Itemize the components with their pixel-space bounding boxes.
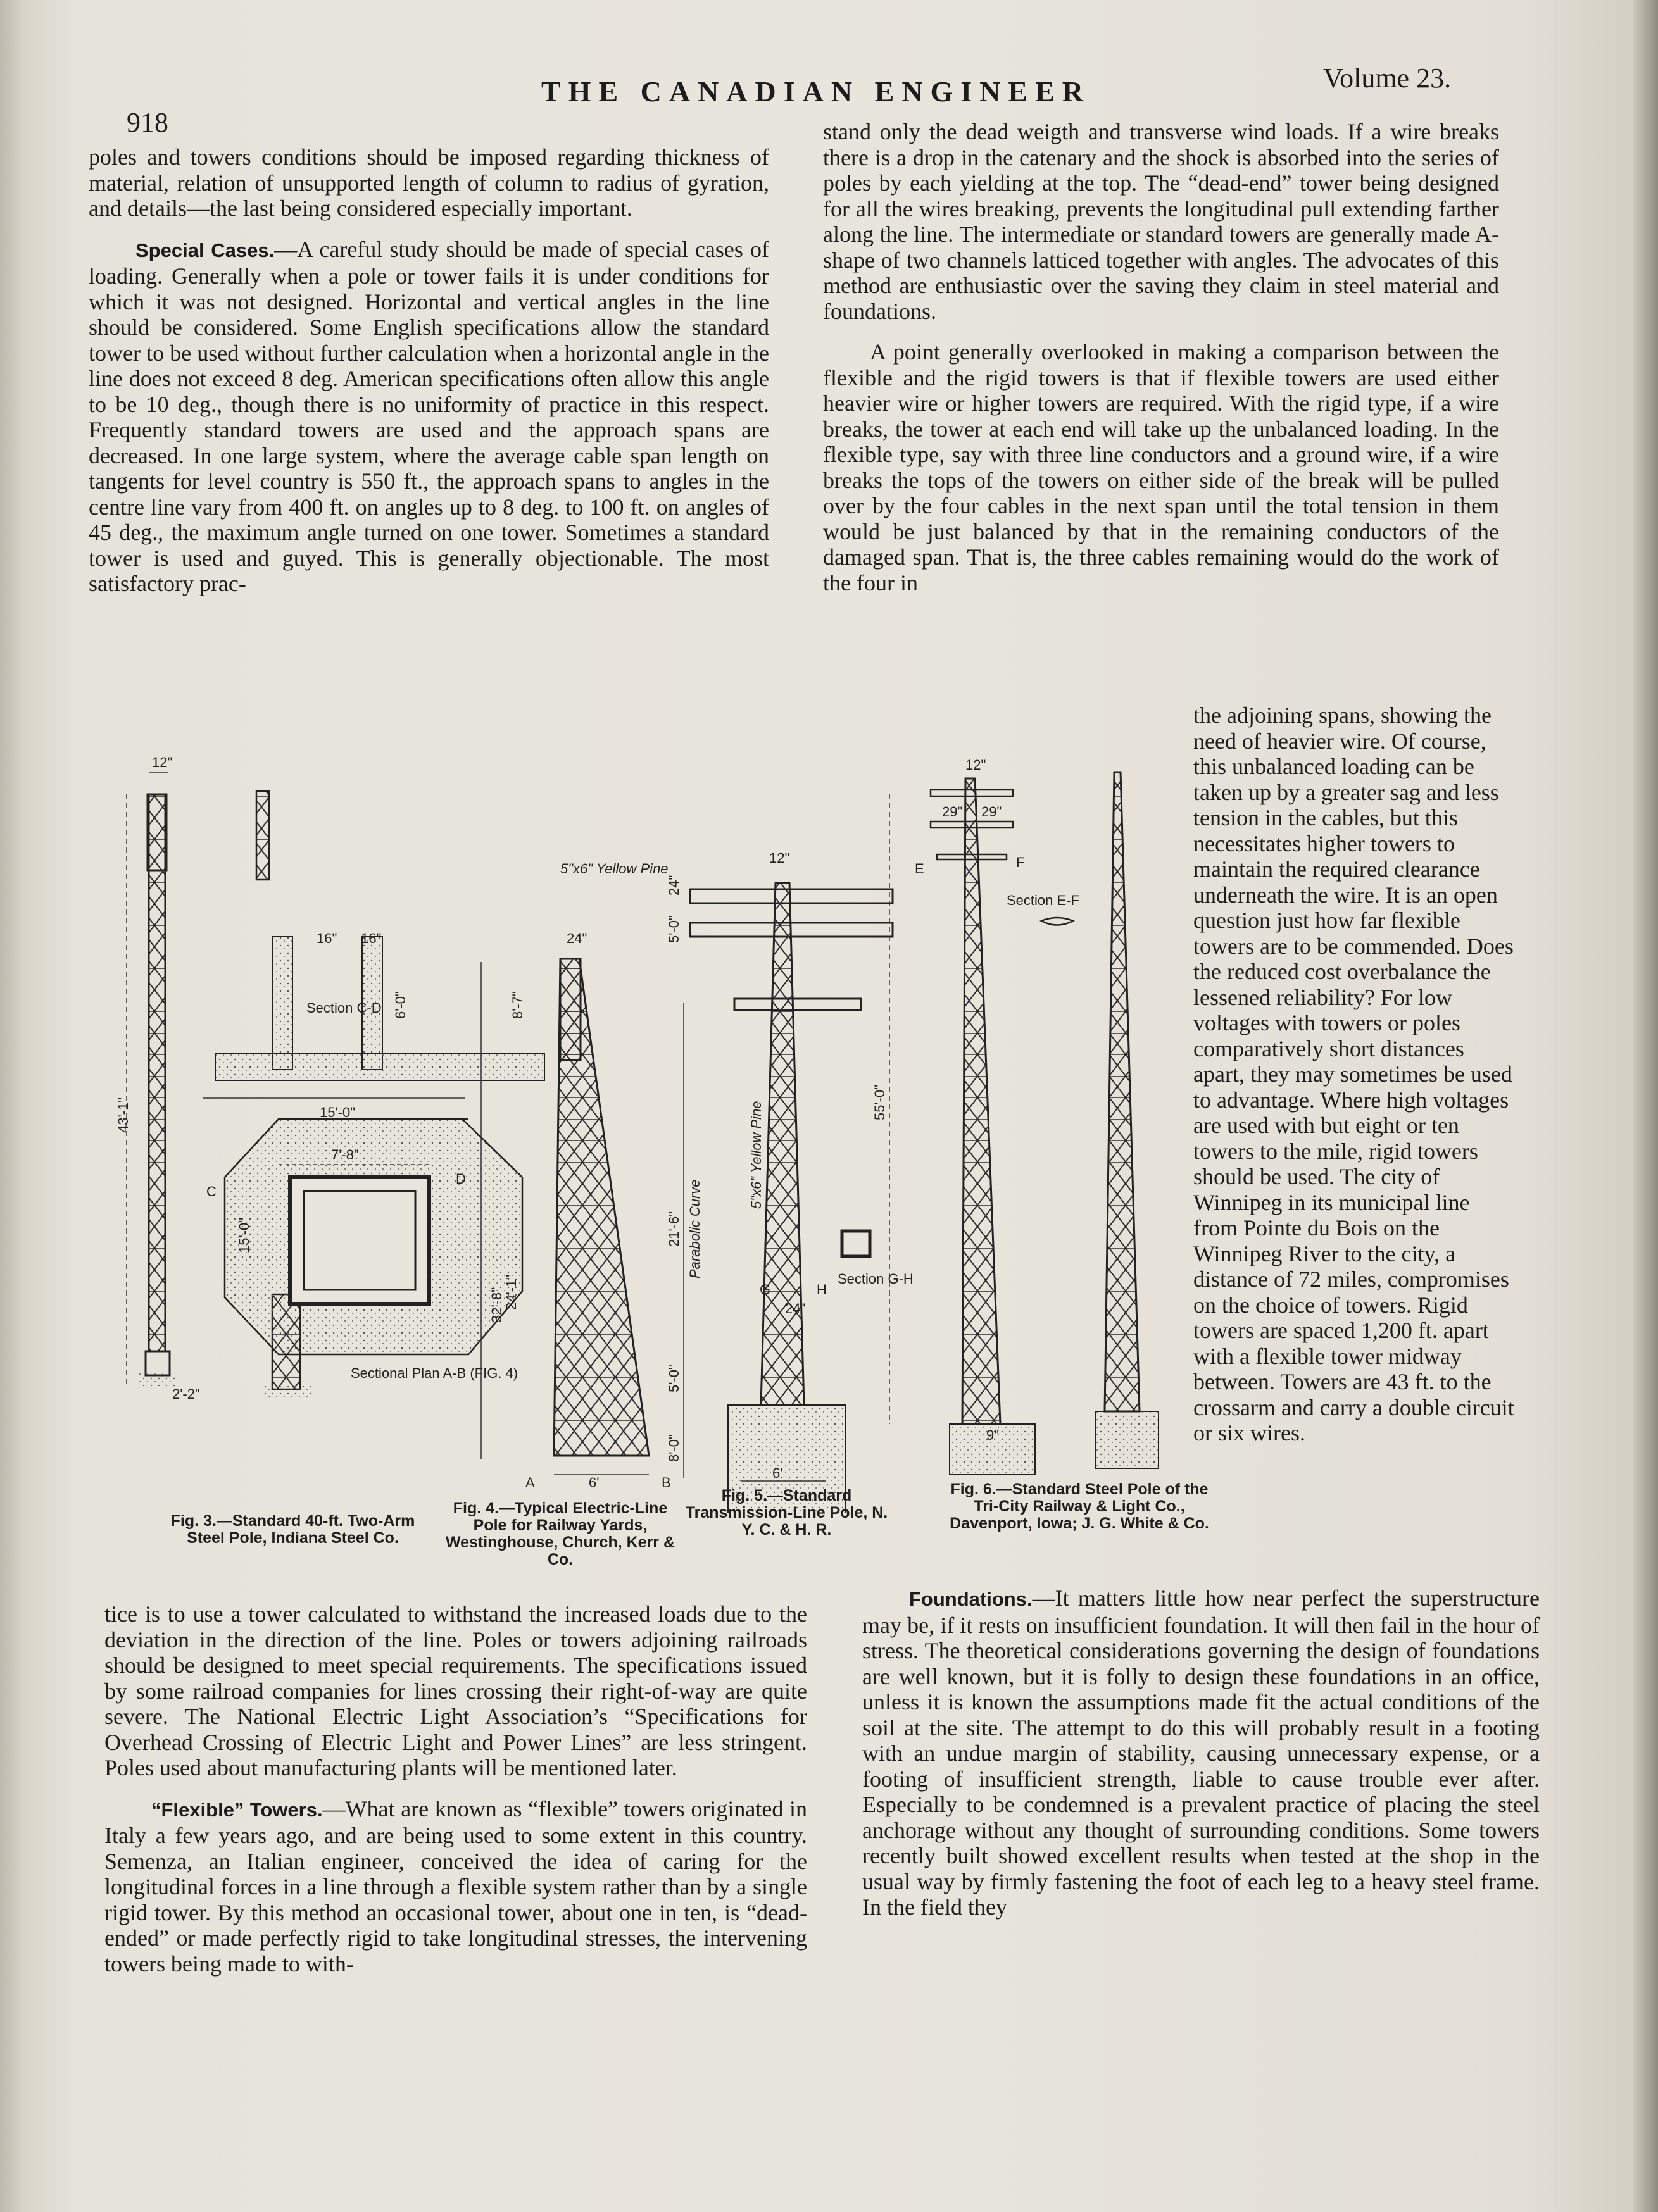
dim-label: 8'-7": [510, 991, 525, 1019]
paragraph: A point generally overlooked in making a comparison between the flexible and the rigid towers is that if flexible towers are used either heavier wire or higher towers are required. With the rigid type, if a wire breaks, the tower at each end will take up the unbalanced loading. In the flexible type, say with three line conductors and a ground wire, if a wire breaks the tops of the towers on either side of the break will be pulled over by the four cables in the next span until the total tension in them would be just balanced by that in the remaining conductors of the damaged span. That is, the three cables remaining would do the work of the four in: [823, 339, 1499, 596]
paragraph: tice is to use a tower calculated to withstand the increased loads due to the deviation in the direction of the line. Poles or towers adjoining railroads should be designed to meet special requirements. The specifications issued by some railroad companies for lines crossing their right-of-way are quite severe. The National Electric Light Association’s “Specifications for Overhead Crossing of Electric Light and Power Lines” are less stringent. Poles used about manufacturing plants will be mentioned later.: [104, 1601, 807, 1780]
paragraph-special-cases: [89, 237, 769, 597]
dim-label: 5'-0": [666, 1365, 682, 1392]
paragraph: the adjoining spans, showing the need of heavier wire. Of course, this unbalanced loading can be taken up by a greater sag and less tension in the cables, but this necessitates higher towers to maintain the required clearance underneath the wire. It is an open question just how far flexible towers are to be commended. Does the reduced cost overbalance the lessened reliability? For low voltages with towers or poles comparatively short distances apart, they may sometimes be used to advantage. Where high voltages are used with but eight or ten towers to the mile, rigid towers should be used. The city of Winnipeg in its municipal line from Pointe du Bois on the Winnipeg River to the city, a distance of 72 miles, compromises on the choice of towers. Rigid towers are spaced 1,200 ft. apart with a flexible tower midway between. Towers are 43 ft. to the crossarm and carry a double circuit or six wires.: [1193, 703, 1514, 1446]
dim-label: 6'-0": [393, 991, 408, 1019]
dim-label: 16": [317, 930, 337, 946]
dim-label: 15'-0": [236, 1217, 252, 1253]
paragraph-text: —What are known as “flexible” towers originated in Italy a few years ago, and are being used to some extent in this country. Semenza, an Italian engineer, conceived the idea of caring for the longitudinal forces in a line through a flexible system rather than by a single rigid tower. By this method an occasional tower, about one in ten, is “dead-ended” or made perfectly rigid to take longitudinal stresses, the intervening towers being made to with-: [104, 1796, 807, 1977]
column-right-top: [823, 119, 1499, 596]
tower-drawings: [89, 753, 1190, 1513]
dim-label: 5'-0": [666, 915, 682, 943]
plan-label: Sectional Plan A-B (FIG. 4): [351, 1365, 518, 1381]
column-right-bottom: [862, 1585, 1540, 1920]
volume-label: Volume 23.: [1323, 63, 1452, 94]
book-spine-shadow: [1633, 0, 1658, 2212]
dim-label: 6': [589, 1475, 600, 1490]
curve-label: Parabolic Curve: [687, 1179, 703, 1278]
plan-letter: C: [206, 1184, 217, 1199]
figure-group: [89, 753, 1190, 1516]
section-letter: E: [915, 861, 924, 877]
dim-label: 55'-0": [872, 1084, 888, 1120]
paragraph-text: —It matters little how near perfect the superstructure may be, if it rests on insufficient foundation. It will then fail in the hour of stress. The theoretical considerations governing the design of foundations are well known, but it is folly to design these foundations in an office, unless it is known the assumptions made fit the actual conditions of the soil at the site. The attempt to do this will probably result in a footing with an undue margin of stability, causing unnecessary expense, or a footing of insufficient strength, liable to cause trouble ever after. Especially to be condemned is a prevalent practice of placing the steel anchorage without any thought of surrounding conditions. Some towers recently built showed excellent results when tested at the shop in the usual way by firmly fastening the foot of each leg to a heavy steel frame. In the field they: [862, 1585, 1540, 1920]
dim-label: 12": [965, 757, 986, 773]
dim-label: 24": [785, 1301, 806, 1316]
section-label: Section C-D: [306, 1000, 382, 1016]
section-heading-flexible-towers: “Flexible” Towers.: [151, 1798, 323, 1821]
fig5-caption: Fig. 5.—Standard Transmission-Line Pole, N. Y. C. & H. R.: [685, 1487, 888, 1539]
section-letter: G: [760, 1282, 771, 1297]
running-title: THE CANADIAN ENGINEER: [541, 75, 1091, 108]
dim-label: 6': [772, 1465, 783, 1481]
dim-label: 29": [981, 804, 1002, 820]
fig5-pole-drawing: [684, 883, 893, 1513]
fig6-tower-drawing: [889, 772, 1159, 1475]
plan-letter: B: [662, 1475, 671, 1490]
plan-letter: A: [525, 1475, 535, 1490]
column-left-top: [89, 144, 769, 597]
dim-label: 12": [769, 850, 790, 866]
material-label: 5"x6" Yellow Pine: [748, 1101, 764, 1209]
paragraph-foundations: [862, 1585, 1540, 1920]
section-label: Section E-F: [1007, 892, 1079, 908]
dim-label: 43'-1": [115, 1097, 131, 1133]
paragraph-flexible-towers: [104, 1796, 807, 1977]
dim-label: 16": [361, 930, 382, 946]
dim-label: 24'-1": [503, 1274, 519, 1310]
fig3-caption: Fig. 3.—Standard 40-ft. Two-Arm Steel Pole, Indiana Steel Co.: [170, 1512, 415, 1547]
section-heading-foundations: Foundations.: [909, 1588, 1033, 1610]
dim-label: 21'-6": [666, 1211, 682, 1247]
dim-label: 7'-8": [331, 1147, 359, 1163]
section-letter: H: [817, 1282, 827, 1297]
paragraph: poles and towers conditions should be imposed regarding thickness of material, relation of unsupported length of column to radius of gyration, and details—the last being considered especially important.: [89, 144, 769, 221]
dim-label: 2'-2": [172, 1386, 200, 1402]
section-label: Section G-H: [838, 1271, 914, 1287]
column-right-narrow: [1193, 703, 1519, 1446]
plan-letter: D: [456, 1171, 466, 1187]
dim-label: 8'-0": [666, 1434, 682, 1462]
material-label: 5"x6" Yellow Pine: [560, 861, 669, 877]
dim-label: 32'-8": [489, 1287, 505, 1323]
dim-label: 12": [152, 754, 173, 770]
dim-label: 29": [942, 804, 963, 820]
paragraph-text: —A careful study should be made of special cases of loading. Generally when a pole or tower fails it is under conditions for which it was not designed. Horizontal and vertical angles in the line should be considered. Some English specifications allow the standard tower to be used without further calculation when a horizontal angle in the line does not exceed 8 deg. American specifications often allow this angle to be 10 deg., though there is no uniformity of practice in this respect. Frequently standard towers are used and the approach spans are decreased. In one large system, where the average cable span length on tangents for level country is 550 ft., the approach spans to angles in the centre line vary from 400 ft. on angles up to 8 deg. to 100 ft. on angles of 45 deg., the maximum angle turned on one tower. Sometimes a standard tower is used and guyed. This is generally objectionable. The most satisfactory prac-: [89, 236, 769, 596]
dim-label: 15'-0": [320, 1104, 356, 1120]
section-heading-special-cases: Special Cases.: [135, 239, 275, 261]
section-letter: F: [1016, 854, 1025, 870]
column-left-bottom: [104, 1601, 807, 1977]
dim-label: 24": [666, 875, 682, 896]
paragraph: stand only the dead weigth and transverse wind loads. If a wire breaks there is a drop in the catenary and the shock is absorbed into the series of poles by each yielding at the top. The “dead-end” tower being designed for all the wires breaking, prevents the longitudinal pull extending farther along the line. The intermediate or standard towers are generally made A-shape of two channels latticed together with angles. The advocates of this method are enthusiastic over the saving they claim in steel material and foundations.: [823, 119, 1499, 324]
fig4-caption: Fig. 4.—Typical Electric-Line Pole for Railway Yards, Westinghouse, Church, Kerr & Co.: [445, 1499, 675, 1568]
page-number: 918: [127, 107, 168, 138]
fig6-caption: Fig. 6.—Standard Steel Pole of the Tri-City Railway & Light Co., Davenport, Iowa; J. G. White & Co.: [950, 1480, 1209, 1532]
dim-label: 24": [567, 930, 587, 946]
dim-label: 9": [986, 1427, 1000, 1443]
